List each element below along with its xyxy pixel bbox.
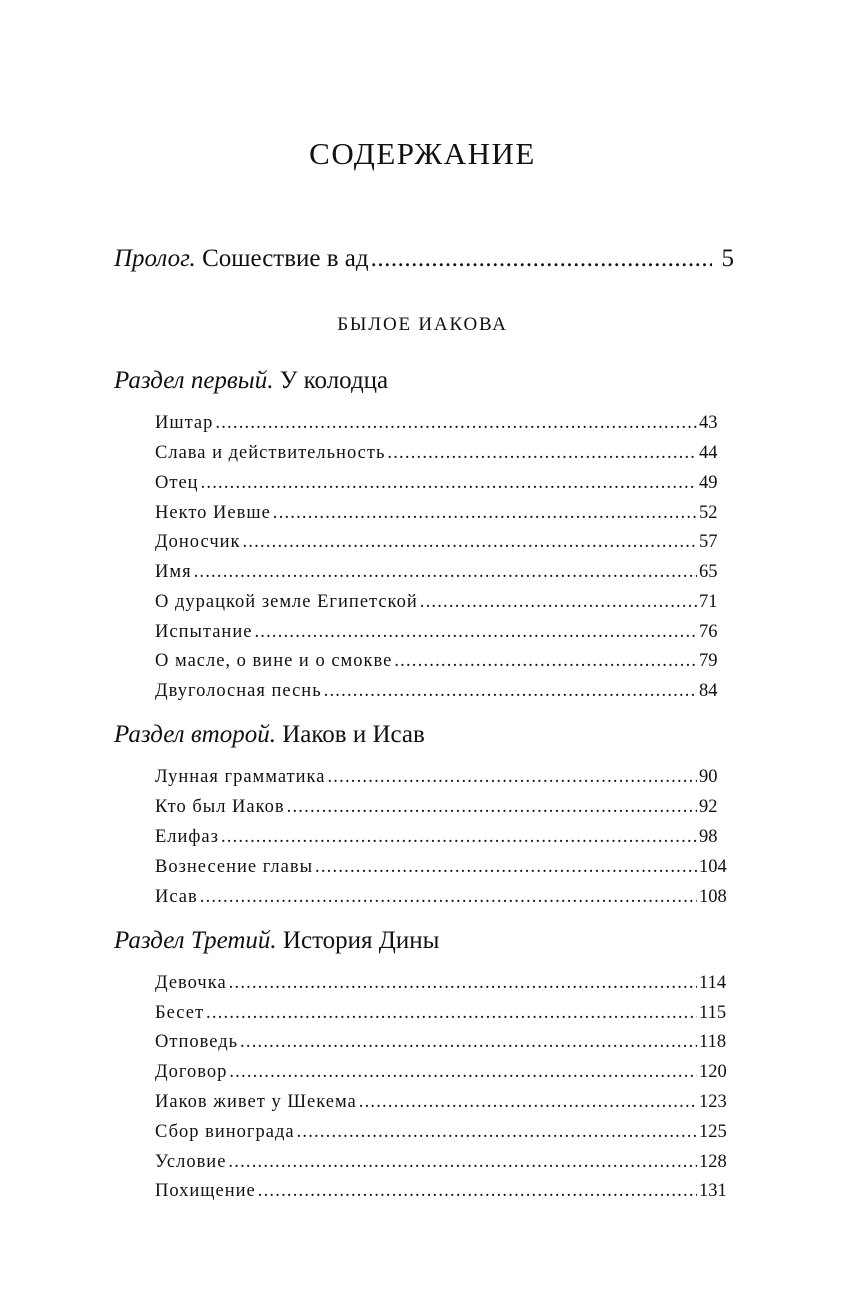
toc-entry — [155, 794, 735, 820]
entry-title: Лунная грамматика — [155, 767, 326, 787]
page-number: 118 — [699, 1032, 727, 1052]
toc-entry — [155, 970, 735, 996]
entry-title: Договор — [155, 1062, 228, 1082]
toc-entry — [155, 678, 735, 704]
section-heading — [114, 364, 388, 398]
entry-title: О масле, о вине и о смокве — [155, 651, 393, 671]
entry-title: Отец — [155, 473, 199, 493]
dot-leader — [243, 529, 697, 555]
toc-entry — [155, 648, 735, 674]
entry-title: Кто был Иаков — [155, 797, 285, 817]
toc-entry — [155, 470, 735, 496]
dot-leader — [273, 500, 697, 526]
section-title: История Дины — [282, 927, 440, 954]
page-number: 84 — [699, 681, 718, 701]
dot-leader — [215, 410, 697, 436]
dot-leader — [229, 970, 697, 996]
page-number: 65 — [699, 562, 718, 582]
toc-entry — [155, 440, 735, 466]
page-number: 76 — [699, 622, 718, 642]
entry-title: Иштар — [155, 413, 214, 433]
toc-entry — [155, 1178, 735, 1204]
section-title: У колодца — [279, 367, 389, 394]
toc-entry — [155, 854, 735, 880]
toc-entry — [155, 500, 735, 526]
toc-entry — [155, 884, 735, 910]
toc-entry — [155, 1029, 735, 1055]
dot-leader — [387, 440, 697, 466]
part-title: БЫЛОЕ ИАКОВА — [337, 314, 508, 335]
prolog-label: Пролог. — [114, 245, 196, 272]
page-number: 90 — [699, 767, 718, 787]
toc-entry — [155, 1000, 735, 1026]
entry-title: Елифаз — [155, 827, 219, 847]
dot-leader — [206, 1000, 697, 1026]
entry-title: О дурацкой земле Египетской — [155, 592, 418, 612]
toc-entry — [155, 559, 735, 585]
toc-entry — [155, 529, 735, 555]
entry-title: Похищение — [155, 1181, 256, 1201]
page-number: 131 — [699, 1181, 727, 1201]
entry-title: Испытание — [155, 622, 253, 642]
toc-entry — [155, 1119, 735, 1145]
page-number: 49 — [699, 473, 718, 493]
page-number: 104 — [699, 857, 727, 877]
page-number: 79 — [699, 651, 718, 671]
page-number: 123 — [699, 1092, 727, 1112]
section-heading — [114, 924, 439, 958]
dot-leader — [371, 242, 712, 276]
page-number: 128 — [699, 1152, 727, 1172]
section-label: Раздел Третий. — [114, 927, 277, 954]
prolog-title: Сошествие в ад — [202, 245, 369, 272]
entry-title: Доносчик — [155, 532, 241, 552]
dot-leader — [240, 1029, 697, 1055]
page-number: 57 — [699, 532, 718, 552]
page-number: 92 — [699, 797, 718, 817]
page-number: 52 — [699, 503, 718, 523]
entry-title: Двуголосная песнь — [155, 681, 322, 701]
entry-title: Некто Иевше — [155, 503, 271, 523]
page-number: 71 — [699, 592, 718, 612]
entry-title: Исав — [155, 887, 198, 907]
dot-leader — [228, 1149, 697, 1175]
section-label: Раздел первый. — [114, 367, 274, 394]
section-heading — [114, 718, 425, 752]
page-number: 120 — [699, 1062, 727, 1082]
toc-entry — [155, 619, 735, 645]
page-number: 43 — [699, 413, 718, 433]
entry-title: Отповедь — [155, 1032, 239, 1052]
dot-leader — [394, 648, 697, 674]
dot-leader — [254, 619, 697, 645]
page-number: 114 — [699, 973, 727, 993]
dot-leader — [201, 470, 697, 496]
page-number: 125 — [699, 1122, 727, 1142]
page-number: 5 — [721, 245, 734, 272]
entry-title: Условие — [155, 1152, 227, 1172]
entry-title: Девочка — [155, 973, 227, 993]
dot-leader — [229, 1059, 697, 1085]
entry-title: Сбор винограда — [155, 1122, 295, 1142]
dot-leader — [194, 559, 697, 585]
section-label: Раздел второй. — [114, 721, 276, 748]
page-title: СОДЕРЖАНИЕ — [309, 136, 536, 171]
dot-leader — [200, 884, 697, 910]
page-number: 115 — [699, 1003, 727, 1023]
toc-entry — [155, 410, 735, 436]
toc-entry — [155, 764, 735, 790]
dot-leader — [221, 824, 697, 850]
dot-leader — [327, 764, 697, 790]
toc-entry-prolog — [114, 242, 734, 276]
page-number: 108 — [699, 887, 727, 907]
section-title: Иаков и Исав — [282, 721, 425, 748]
dot-leader — [315, 854, 697, 880]
dot-leader — [324, 678, 697, 704]
page-number: 98 — [699, 827, 718, 847]
dot-leader — [258, 1178, 697, 1204]
entry-title: Имя — [155, 562, 192, 582]
entry-title: Слава и действительность — [155, 443, 386, 463]
toc-entry — [155, 824, 735, 850]
entry-title: Вознесение главы — [155, 857, 314, 877]
entry-title: Иаков живет у Шекема — [155, 1092, 357, 1112]
toc-entry — [155, 1089, 735, 1115]
dot-leader — [420, 589, 697, 615]
toc-entry — [155, 589, 735, 615]
dot-leader — [297, 1119, 697, 1145]
entry-title: Бесет — [155, 1003, 205, 1023]
dot-leader — [359, 1089, 697, 1115]
toc-entry — [155, 1059, 735, 1085]
page-number: 44 — [699, 443, 718, 463]
toc-entry — [155, 1149, 735, 1175]
dot-leader — [287, 794, 697, 820]
